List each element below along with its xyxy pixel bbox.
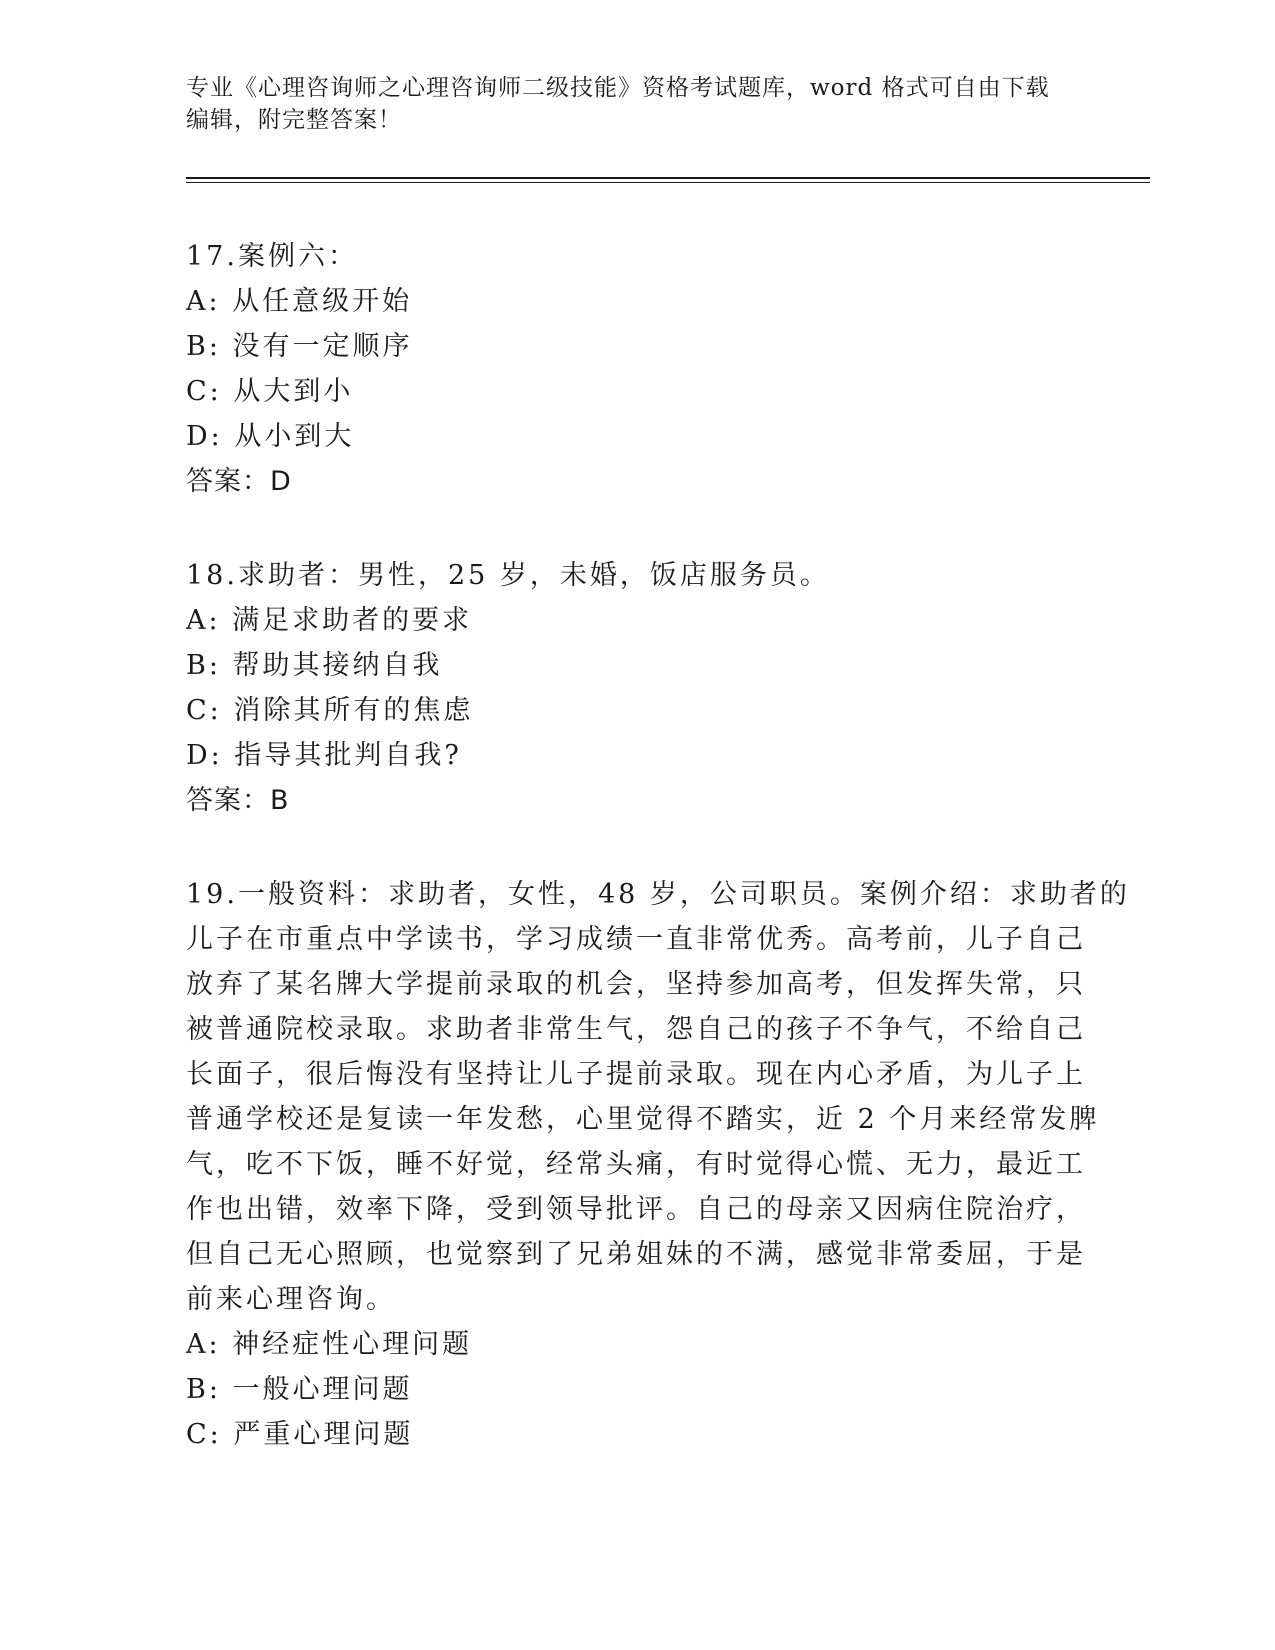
- option-d: D: 指导其批判自我?: [186, 740, 462, 771]
- header-divider: [186, 177, 1150, 183]
- stem-line: 但自己无心照顾，也觉察到了兄弟姐妹的不满，感觉非常委屈，于是: [186, 1239, 1086, 1270]
- header-line-2: 编辑，附完整答案！: [186, 107, 402, 133]
- stem-line: 放弃了某名牌大学提前录取的机会，坚持参加高考，但发挥失常，只: [186, 969, 1086, 1000]
- answer-line: 答案：D: [186, 466, 292, 497]
- question-17: [186, 234, 1086, 504]
- option-c: C: 从大到小: [186, 376, 354, 407]
- question-stem: 17.案例六：: [186, 241, 358, 272]
- option-b: B: 没有一定顺序: [186, 331, 413, 362]
- question-19: [186, 872, 1130, 1457]
- option-a: A: 满足求助者的要求: [186, 605, 473, 636]
- stem-line: 19.一般资料：求助者，女性，48 岁，公司职员。案例介绍：求助者的: [186, 879, 1130, 910]
- question-stem: [186, 872, 1130, 1322]
- header-line-1: 专业《心理咨询师之心理咨询师二级技能》资格考试题库，word 格式可自由下载: [186, 75, 1050, 101]
- option-d: D: 从小到大: [186, 421, 355, 452]
- question-stem: 18.求助者：男性，25 岁，未婚，饭店服务员。: [186, 560, 830, 591]
- stem-line: 前来心理咨询。: [186, 1284, 396, 1315]
- option-c: C: 消除其所有的焦虑: [186, 695, 474, 726]
- stem-line: 气，吃不下饭，睡不好觉，经常头痛，有时觉得心慌、无力，最近工: [186, 1149, 1086, 1180]
- stem-line: 儿子在市重点中学读书，学习成绩一直非常优秀。高考前，儿子自己: [186, 924, 1086, 955]
- stem-line: 普通学校还是复读一年发愁，心里觉得不踏实，近 2 个月来经常发脾: [186, 1104, 1100, 1135]
- stem-line: 作也出错，效率下降，受到领导批评。自己的母亲又因病住院治疗，: [186, 1194, 1086, 1225]
- stem-line: 长面子，很后悔没有坚持让儿子提前录取。现在内心矛盾，为儿子上: [186, 1059, 1086, 1090]
- option-b: B: 帮助其接纳自我: [186, 650, 443, 681]
- option-a: A: 从任意级开始: [186, 286, 413, 317]
- answer-line: 答案：B: [186, 785, 290, 816]
- option-b: B: 一般心理问题: [186, 1374, 413, 1405]
- stem-line: 被普通院校录取。求助者非常生气，怨自己的孩子不争气，不给自己: [186, 1014, 1086, 1045]
- question-18: [186, 553, 1086, 823]
- option-c: C: 严重心理问题: [186, 1419, 414, 1450]
- option-a: A: 神经症性心理问题: [186, 1329, 473, 1360]
- document-header: [186, 72, 1066, 136]
